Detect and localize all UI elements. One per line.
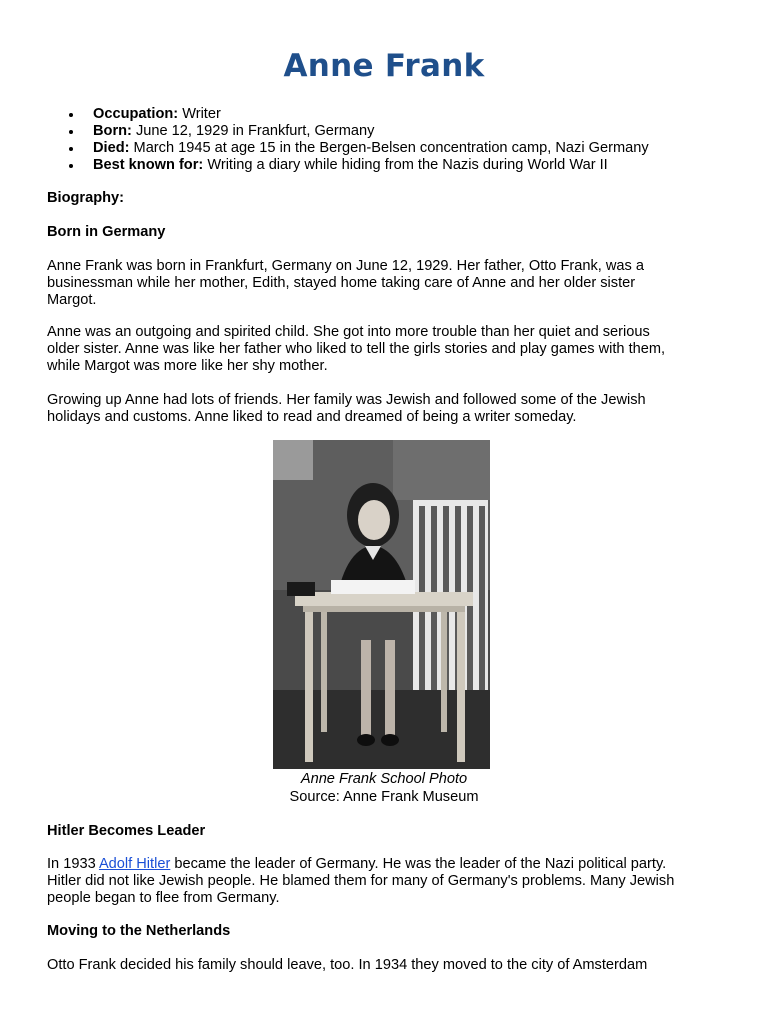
text-line: while Margot was more like her shy mother. (47, 358, 328, 374)
fact-label: Occupation: (93, 106, 179, 122)
text-line: holidays and customs. Anne liked to read and dreamed of being a writer someday. (47, 409, 577, 425)
text-line: people began to flee from Germany. (47, 890, 280, 906)
paragraph-born-1 (47, 258, 727, 309)
photo-source: Source: Anne Frank Museum (289, 789, 479, 805)
section-heading-netherlands: Moving to the Netherlands (47, 923, 231, 939)
fact-value: March 1945 at age 15 in the Bergen-Belsen concentration camp, Nazi Germany (129, 140, 649, 156)
fact-died (93, 140, 649, 157)
fact-born (93, 123, 649, 140)
facts-list (93, 106, 649, 174)
fact-label: Died: (93, 140, 130, 156)
text-line (47, 856, 727, 873)
page-title: Anne Frank (283, 48, 485, 84)
text-segment: became the leader of Germany. He was the leader of the Nazi political party. (170, 856, 667, 872)
school-photo (273, 440, 490, 769)
paragraph-hitler (47, 856, 727, 907)
paragraph-netherlands (47, 957, 727, 974)
section-heading-hitler: Hitler Becomes Leader (47, 823, 206, 839)
text-segment: In 1933 (47, 856, 99, 872)
fact-best-known-for (93, 157, 649, 174)
paragraph-born-2 (47, 324, 727, 375)
biography-heading: Biography: (47, 190, 125, 206)
fact-label: Born: (93, 123, 132, 139)
photo-caption: Anne Frank School Photo (300, 771, 468, 787)
adolf-hitler-link[interactable]: Adolf Hitler (98, 856, 171, 872)
text-line: businessman while her mother, Edith, stayed home taking care of Anne and her older sister (47, 275, 636, 291)
fact-value: June 12, 1929 in Frankfurt, Germany (131, 123, 375, 139)
text-line: Hitler did not like Jewish people. He blamed them for many of Germany's problems. Many Jewish (47, 873, 675, 889)
fact-occupation (93, 106, 649, 123)
text-line: Otto Frank decided his family should leave, too. In 1934 they moved to the city of Amsterdam (47, 957, 648, 973)
text-line: Growing up Anne had lots of friends. Her family was Jewish and followed some of the Jewish (47, 392, 646, 408)
fact-value: Writing a diary while hiding from the Nazis during World War II (203, 157, 608, 173)
paragraph-born-3 (47, 392, 727, 426)
school-photo-image (273, 440, 490, 769)
text-line: older sister. Anne was like her father who liked to tell the girls stories and play games with them, (47, 341, 666, 357)
fact-label: Best known for: (93, 157, 204, 173)
text-line: Anne was an outgoing and spirited child. She got into more trouble than her quiet and serious (47, 324, 650, 340)
text-line: Anne Frank was born in Frankfurt, Germany on June 12, 1929. Her father, Otto Frank, was a (47, 258, 645, 274)
section-heading-born-in-germany: Born in Germany (47, 224, 166, 240)
fact-value: Writer (178, 106, 221, 122)
text-line: Margot. (47, 292, 97, 308)
